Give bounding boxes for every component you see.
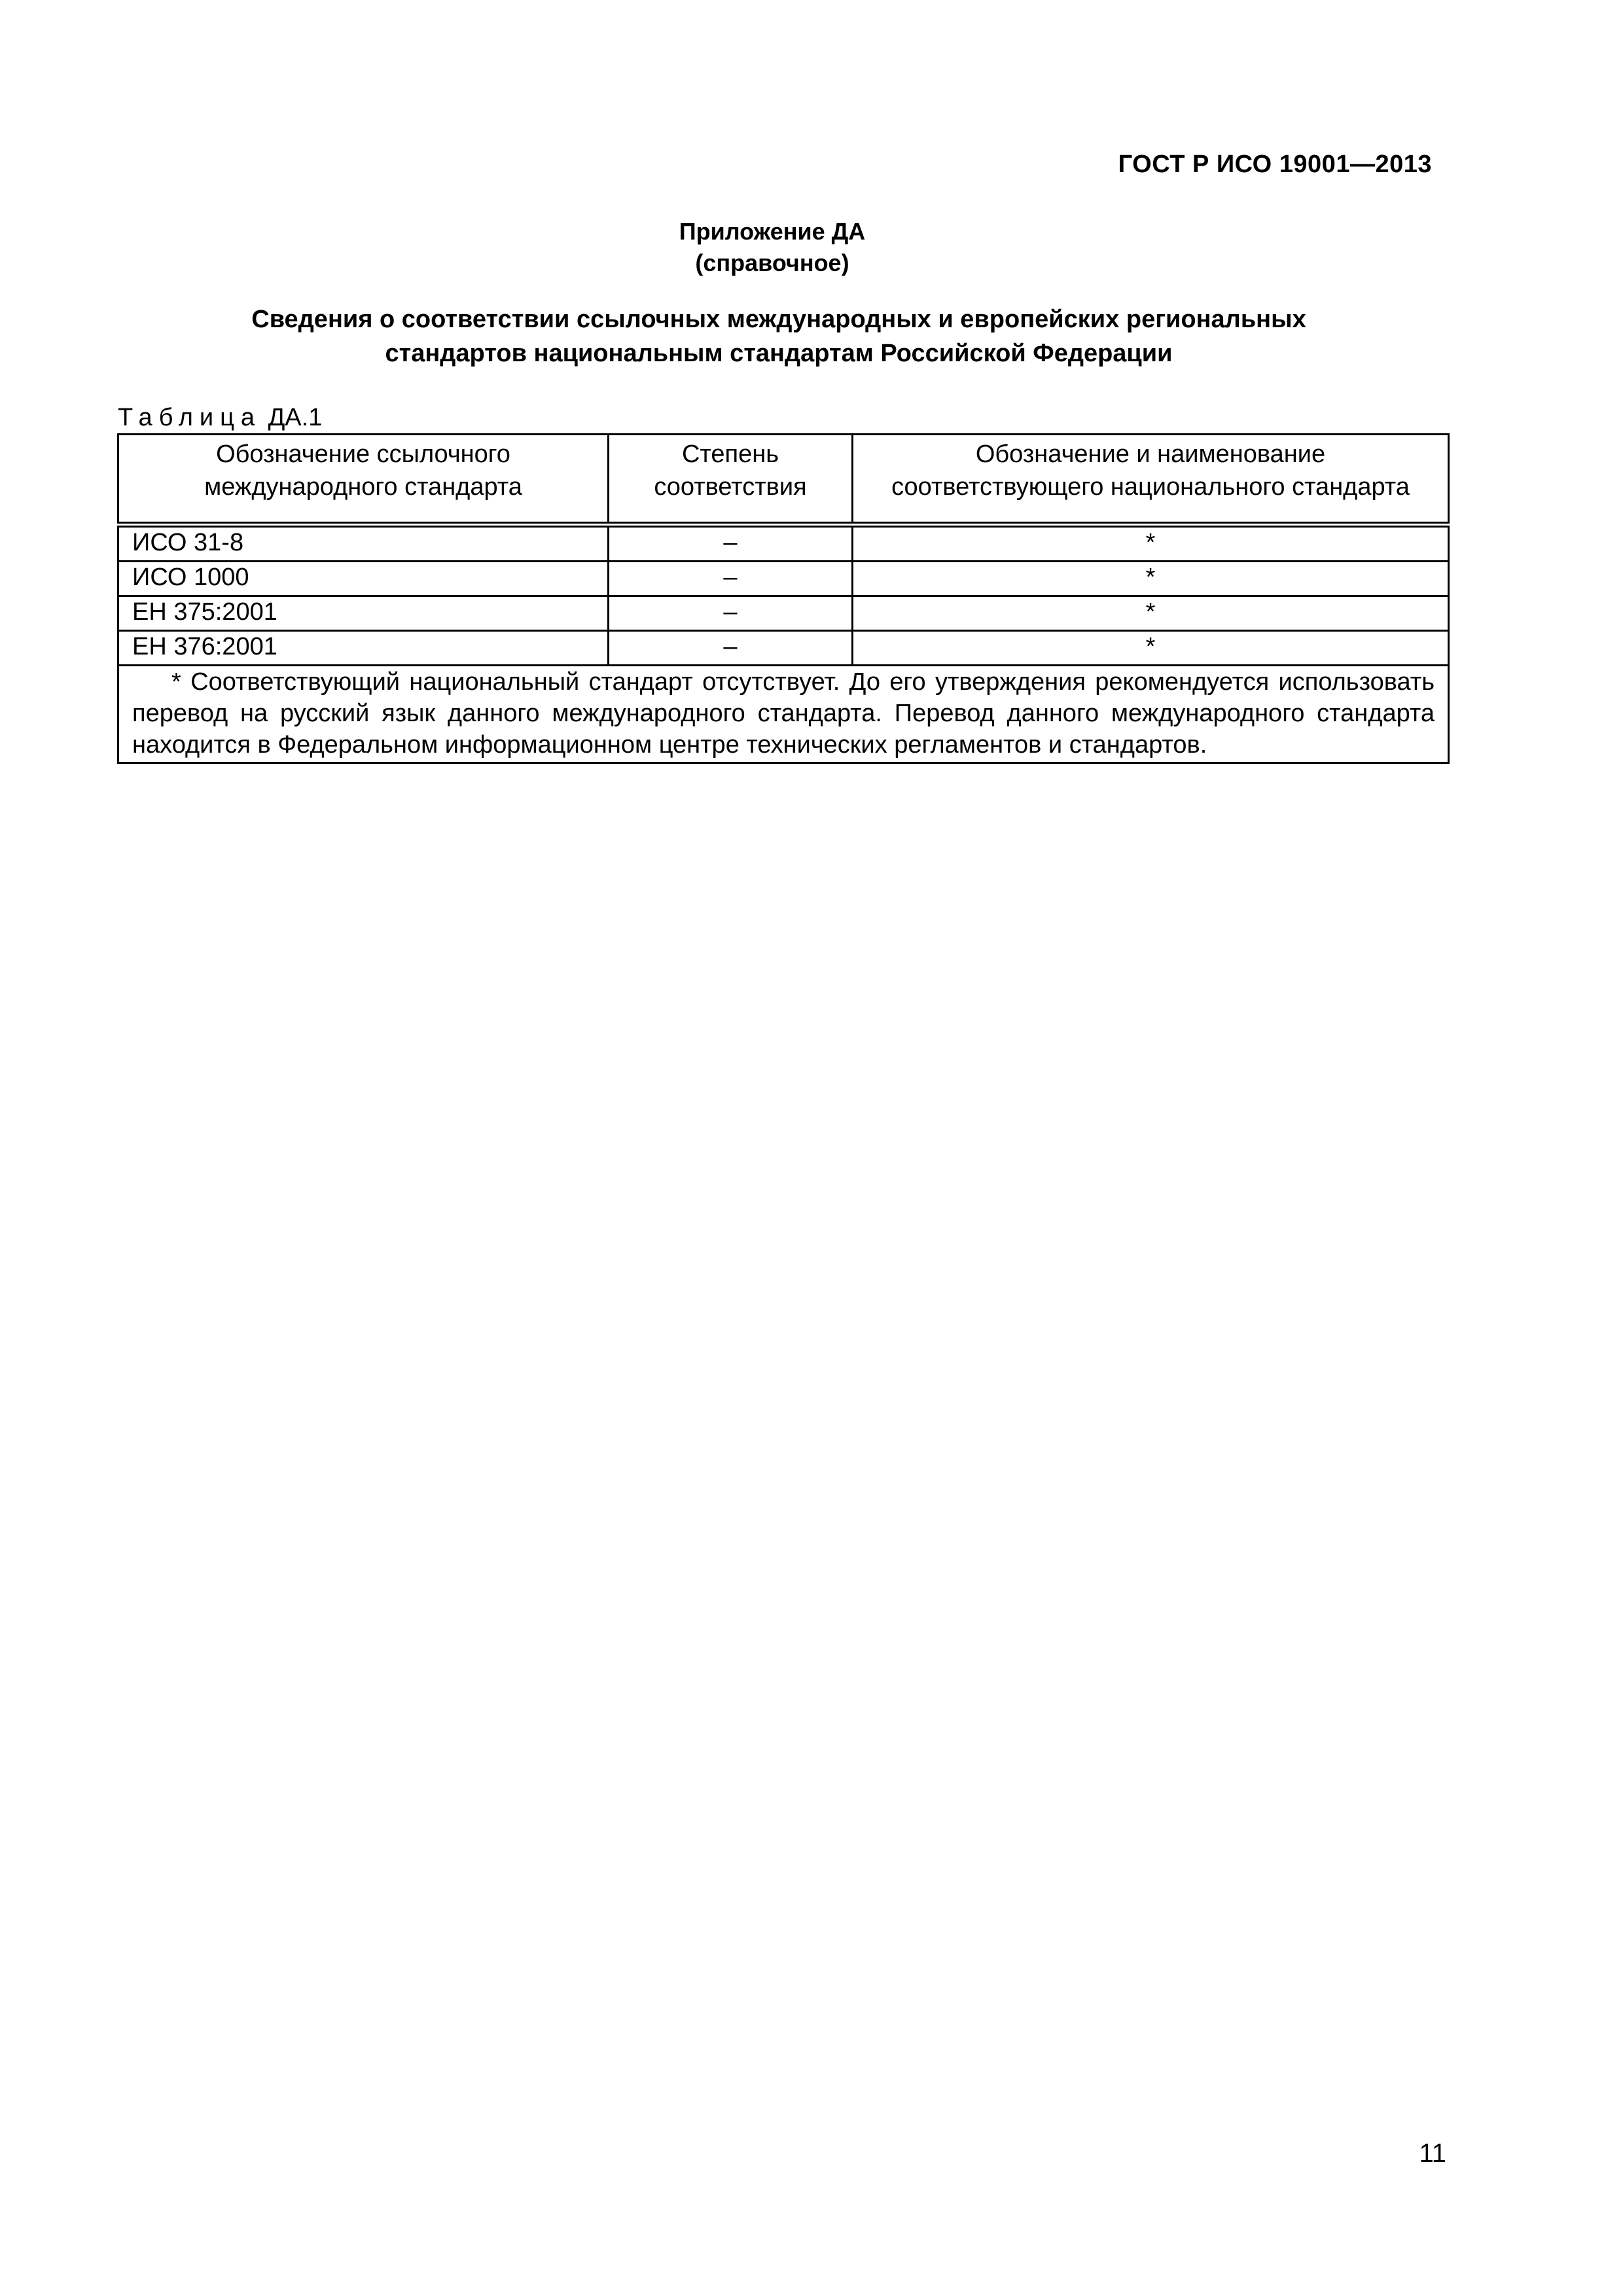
cell-degree: – [609, 525, 853, 562]
standards-correspondence-table [117, 433, 1450, 764]
cell-degree: – [609, 596, 853, 631]
table-footnote-row [118, 666, 1449, 763]
appendix-subtitle: (справочное) [695, 249, 849, 276]
table-footnote: * Соответствующий национальный стандарт отсутствует. До его утверждения рекомендуется использовать перевод на русский язык данного международного стандарта. Перевод данного международного стандарта находится в Федеральном информационном центре технических регламентов и стандартов. [118, 666, 1449, 763]
column-header-national: Обозначение и наименование соответствующего национального стандарта [853, 435, 1449, 525]
page-number: 11 [1419, 2139, 1446, 2168]
appendix-title: Приложение ДА [679, 218, 866, 245]
column-header-degree: Степень соответствия [609, 435, 853, 525]
cell-degree: – [609, 631, 853, 666]
table-row [118, 562, 1449, 596]
section-title-line-1: Сведения о соответствии ссылочных международных и европейских региональных [251, 306, 1306, 333]
cell-national: * [853, 525, 1449, 562]
table-row [118, 525, 1449, 562]
appendix-heading [0, 216, 1544, 279]
table-row [118, 631, 1449, 666]
cell-degree: – [609, 562, 853, 596]
table-label [118, 402, 322, 433]
table-label-number: ДА.1 [268, 404, 323, 431]
table-row [118, 596, 1449, 631]
cell-standard: ЕН 376:2001 [118, 631, 609, 666]
cell-national: * [853, 596, 1449, 631]
table-label-word: Таблица [118, 404, 261, 431]
cell-national: * [853, 562, 1449, 596]
cell-standard: ИСО 31-8 [118, 525, 609, 562]
column-header-standard: Обозначение ссылочного международного стандарта [118, 435, 609, 525]
cell-standard: ЕН 375:2001 [118, 596, 609, 631]
section-title-line-2: стандартов национальным стандартам Российской Федерации [385, 340, 1173, 367]
cell-standard: ИСО 1000 [118, 562, 609, 596]
section-title [124, 302, 1433, 370]
table-header-row [118, 435, 1449, 525]
document-code: ГОСТ Р ИСО 19001—2013 [1118, 151, 1432, 178]
cell-national: * [853, 631, 1449, 666]
